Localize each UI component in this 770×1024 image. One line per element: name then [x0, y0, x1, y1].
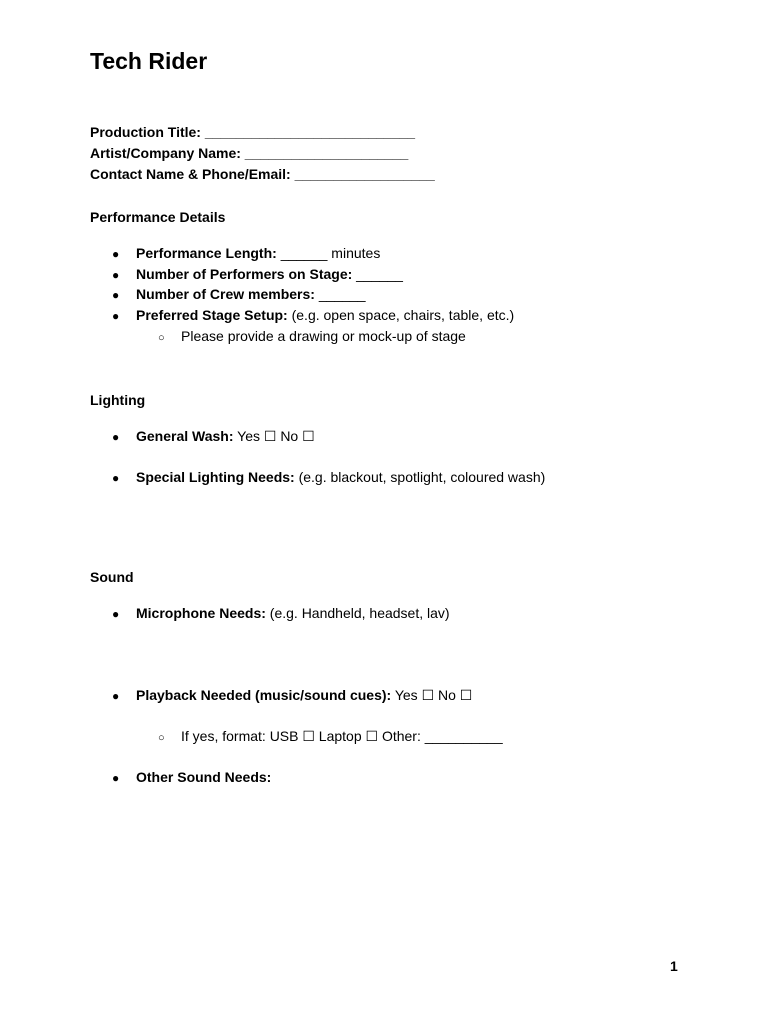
item-text: ______ [314, 286, 366, 302]
circle-bullet-icon: ○ [158, 732, 165, 744]
page-title: Tech Rider [90, 48, 208, 74]
item-label: Special Lighting Needs: [136, 469, 295, 485]
item-text: ______ [352, 266, 403, 282]
item-text: (e.g. blackout, spotlight, coloured wash) [294, 469, 546, 485]
list-item-stage-setup [112, 305, 514, 327]
item-text: (e.g. open space, chairs, table, etc.) [287, 307, 515, 323]
bullet-icon: ● [112, 607, 120, 621]
circle-bullet-icon: ○ [158, 332, 165, 344]
list-item-performance-length [112, 243, 380, 265]
item-label: Number of Crew members: [136, 286, 315, 302]
item-text: (e.g. Handheld, headset, lav) [265, 605, 450, 621]
item-text: ______ minutes [276, 245, 381, 261]
artist-company-field: Artist/Company Name: _____________________ [90, 145, 409, 161]
item-text: If yes, format: USB ☐ Laptop ☐ Other: __________ [181, 728, 503, 744]
item-label: Other Sound Needs: [136, 769, 272, 785]
list-item-performers [112, 264, 403, 286]
bullet-icon: ● [112, 247, 120, 261]
contact-field: Contact Name & Phone/Email: __________________ [90, 166, 435, 182]
production-title-field: Production Title: ___________________________ [90, 124, 416, 140]
list-item-microphone [112, 603, 450, 625]
item-text: Yes ☐ No ☐ [233, 428, 315, 444]
item-text: Please provide a drawing or mock-up of stage [181, 328, 466, 344]
item-label: Microphone Needs: [136, 605, 266, 621]
list-item-special-lighting [112, 467, 545, 489]
list-item-crew [112, 284, 366, 306]
item-label: Preferred Stage Setup: [136, 307, 288, 323]
bullet-icon: ● [112, 471, 120, 485]
bullet-icon: ● [112, 268, 120, 282]
section-heading-sound: Sound [90, 569, 134, 585]
list-item-playback [112, 685, 472, 707]
sub-item-stage-drawing [158, 326, 466, 349]
bullet-icon: ● [112, 771, 120, 785]
item-label: Playback Needed (music/sound cues): [136, 687, 392, 703]
item-label: General Wash: [136, 428, 234, 444]
bullet-icon: ● [112, 309, 120, 323]
page-number: 1 [670, 958, 678, 974]
sub-item-playback-format [158, 726, 503, 749]
list-item-general-wash [112, 426, 315, 448]
item-text: Yes ☐ No ☐ [391, 687, 473, 703]
bullet-icon: ● [112, 288, 120, 302]
item-label: Number of Performers on Stage: [136, 266, 353, 282]
bullet-icon: ● [112, 430, 120, 444]
section-heading-lighting: Lighting [90, 392, 146, 408]
bullet-icon: ● [112, 689, 120, 703]
section-heading-performance: Performance Details [90, 209, 226, 225]
list-item-other-sound [112, 767, 271, 789]
item-label: Performance Length: [136, 245, 277, 261]
